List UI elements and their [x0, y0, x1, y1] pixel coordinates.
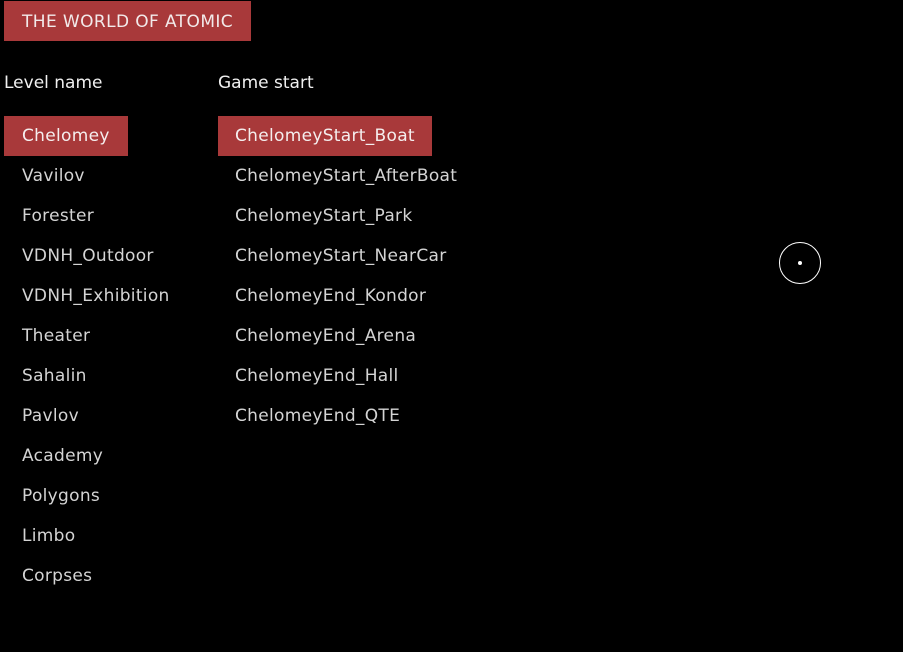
level-item-pavlov[interactable]: Pavlov [22, 406, 79, 426]
circle-cursor-icon [779, 242, 821, 284]
start-item-afterboat[interactable]: ChelomeyStart_AfterBoat [235, 166, 458, 186]
level-item-corpses[interactable]: Corpses [22, 566, 93, 586]
start-item-end-hall[interactable]: ChelomeyEnd_Hall [235, 366, 399, 386]
game-start-list [218, 116, 474, 436]
cursor-dot [798, 261, 802, 265]
start-item-end-qte[interactable]: ChelomeyEnd_QTE [235, 406, 401, 426]
level-item-vdnh-outdoor[interactable]: VDNH_Outdoor [22, 246, 154, 266]
level-item-vavilov[interactable]: Vavilov [22, 166, 85, 186]
start-item-end-arena[interactable]: ChelomeyEnd_Arena [235, 326, 417, 346]
level-item-vdnh-exhibition[interactable]: VDNH_Exhibition [22, 286, 170, 306]
start-item-boat[interactable]: ChelomeyStart_Boat [218, 116, 432, 156]
start-item-end-kondor[interactable]: ChelomeyEnd_Kondor [235, 286, 427, 306]
game-start-header: Game start [218, 73, 314, 93]
level-item-theater[interactable]: Theater [22, 326, 91, 346]
level-item-chelomey[interactable]: Chelomey [4, 116, 128, 156]
level-item-limbo[interactable]: Limbo [22, 526, 76, 546]
level-item-polygons[interactable]: Polygons [22, 486, 101, 506]
start-item-park[interactable]: ChelomeyStart_Park [235, 206, 413, 226]
menu-title: THE WORLD OF ATOMIC [4, 1, 251, 41]
level-item-academy[interactable]: Academy [22, 446, 104, 466]
level-item-sahalin[interactable]: Sahalin [22, 366, 87, 386]
level-list [4, 116, 188, 596]
level-item-forester[interactable]: Forester [22, 206, 95, 226]
start-item-nearcar[interactable]: ChelomeyStart_NearCar [235, 246, 447, 266]
level-name-header: Level name [4, 73, 103, 93]
